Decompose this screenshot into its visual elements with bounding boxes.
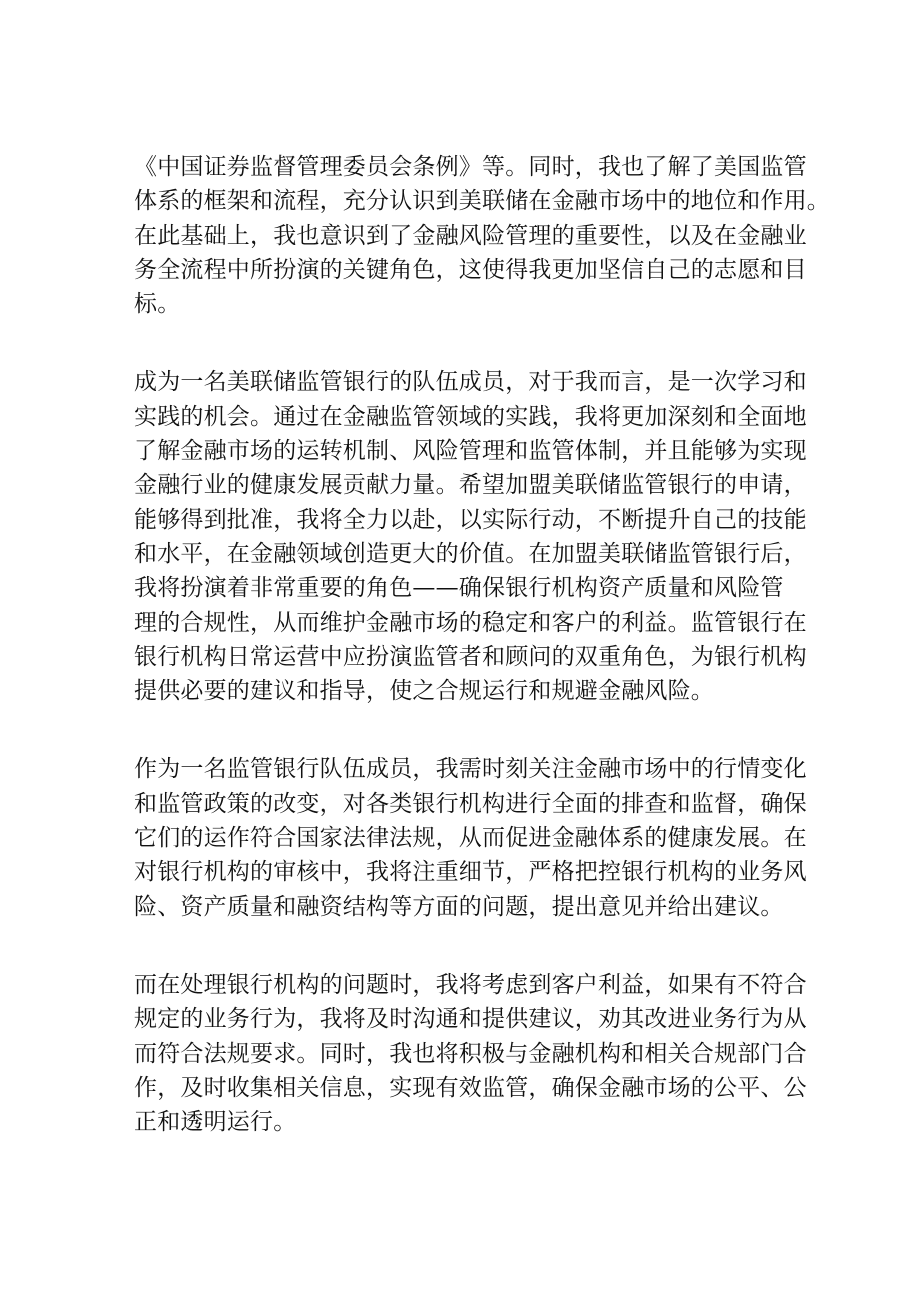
text-line: 了解金融市场的运转机制、风险管理和监管体制，并且能够为实现 — [134, 438, 807, 465]
text-line: 险、资产质量和融资结构等方面的问题，提出意见并给出建议。 — [134, 893, 784, 920]
text-line: 标。 — [134, 291, 181, 318]
text-line: 和监管政策的改变，对各类银行机构进行全面的排查和监督，确保 — [134, 790, 807, 817]
text-line: 实践的机会。通过在金融监管领域的实践，我将更加深刻和全面地 — [134, 403, 807, 430]
paragraph-3 — [134, 752, 824, 923]
text-line: 理的合规性，从而维护金融市场的稳定和客户的利益。监管银行在 — [134, 609, 807, 636]
text-line: 提供必要的建议和指导，使之合规运行和规避金融风险。 — [134, 678, 714, 705]
text-line: 和水平，在金融领域创造更大的价值。在加盟美联储监管银行后， — [134, 540, 807, 567]
document-body — [134, 150, 830, 1183]
text-line: 在此基础上，我也意识到了金融风险管理的重要性，以及在金融业 — [134, 222, 807, 249]
paragraph-1 — [134, 150, 830, 321]
text-line: 能够得到批准，我将全力以赴，以实际行动，不断提升自己的技能 — [134, 506, 807, 533]
text-line: 银行机构日常运营中应扮演监管者和顾问的双重角色，为银行机构 — [134, 643, 807, 670]
text-line: 成为一名美联储监管银行的队伍成员，对于我而言，是一次学习和 — [134, 369, 807, 396]
text-line: 作为一名监管银行队伍成员，我需时刻关注金融市场中的行情变化 — [134, 756, 807, 783]
text-line: 务全流程中所扮演的关键角色，这使得我更加坚信自己的志愿和目 — [134, 256, 807, 283]
text-line: 而在处理银行机构的问题时，我将考虑到客户利益，如果有不符合 — [134, 971, 807, 998]
text-line: 对银行机构的审核中，我将注重细节，严格把控银行机构的业务风 — [134, 859, 807, 886]
text-line: 而符合法规要求。同时，我也将积极与金融机构和相关合规部门合 — [134, 1040, 807, 1067]
text-line: 它们的运作符合国家法律法规，从而促进金融体系的健康发展。在 — [134, 825, 807, 852]
text-line: 我将扮演着非常重要的角色——确保银行机构资产质量和风险管 — [134, 575, 784, 602]
text-line: 作，及时收集相关信息，实现有效监管，确保金融市场的公平、公 — [134, 1074, 807, 1101]
paragraph-4 — [134, 968, 824, 1139]
text-line: 规定的业务行为，我将及时沟通和提供建议，劝其改进业务行为从 — [134, 1006, 807, 1033]
text-line: 《中国证券监督管理委员会条例》等。同时，我也了解了美国监管 — [134, 154, 807, 180]
text-line: 正和透明运行。 — [134, 1109, 297, 1136]
paragraph-2 — [134, 365, 824, 708]
text-line: 金融行业的健康发展贡献力量。希望加盟美联储监管银行的申请， — [134, 472, 807, 499]
text-line: 体系的框架和流程，充分认识到美联储在金融市场中的地位和作用。 — [134, 188, 830, 215]
